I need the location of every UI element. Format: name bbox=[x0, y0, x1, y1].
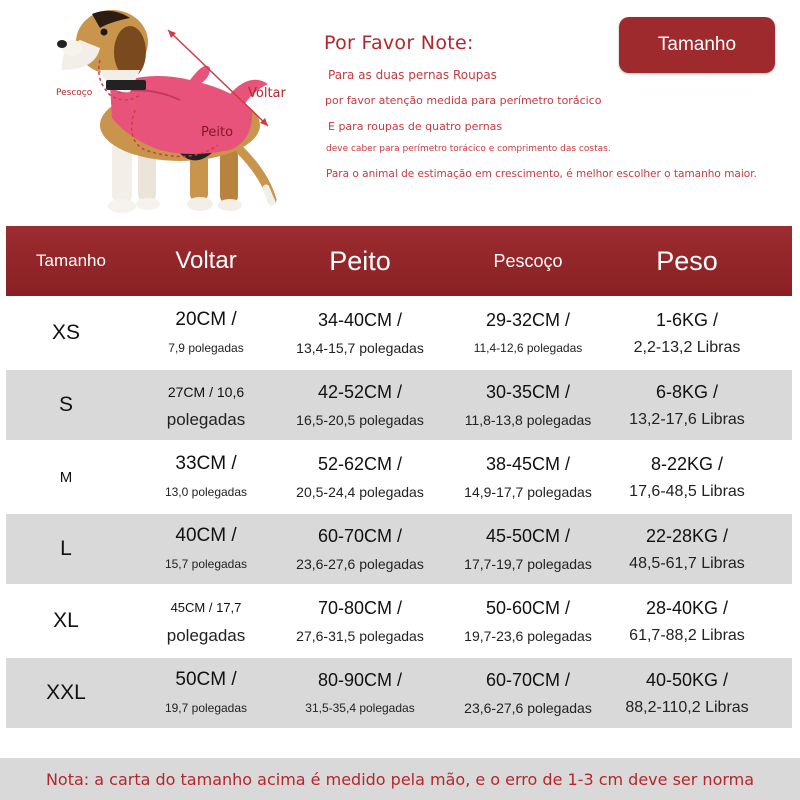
note-line: E para roupas de quatro pernas bbox=[328, 120, 503, 133]
neck-cell bbox=[444, 442, 612, 512]
back-inch: 7,9 polegadas bbox=[168, 341, 244, 355]
header-size: Tamanho bbox=[36, 251, 106, 270]
weight-cell bbox=[612, 442, 762, 512]
header-weight: Peso bbox=[656, 245, 718, 276]
note-line: Para as duas pernas Roupas bbox=[328, 68, 497, 82]
note-line: por favor atenção medida para perímetro torácico bbox=[325, 94, 602, 107]
size-cell: M bbox=[59, 468, 73, 486]
footer-note-bar bbox=[0, 758, 800, 800]
neck-cell bbox=[444, 586, 612, 656]
back-inch: 13,0 polegadas bbox=[164, 485, 248, 499]
neck-cm: 29-32CM / bbox=[485, 310, 571, 330]
weight-kg: 28-40KG / bbox=[645, 598, 729, 618]
back-cell bbox=[136, 514, 276, 584]
chest-inch: 23,6-27,6 polegadas bbox=[296, 556, 424, 572]
neck-inch: 11,8-13,8 polegadas bbox=[464, 412, 592, 428]
table-row bbox=[6, 370, 792, 440]
weight-lb: 88,2-110,2 Libras bbox=[625, 699, 749, 716]
note-line: deve caber para perímetro torácico e comprimento das costas. bbox=[326, 144, 611, 154]
back-cell bbox=[136, 370, 276, 440]
neck-cm: 38-45CM / bbox=[485, 454, 571, 474]
weight-kg: 1-6KG / bbox=[655, 310, 719, 330]
back-cm: 40CM / bbox=[175, 525, 237, 546]
chest-inch: 31,5-35,4 polegadas bbox=[305, 701, 415, 715]
back-cm: 27CM / 10,6 bbox=[167, 384, 245, 400]
chest-inch: 20,5-24,4 polegadas bbox=[296, 484, 424, 500]
weight-cell bbox=[612, 298, 762, 368]
chest-cm: 80-90CM / bbox=[317, 670, 403, 690]
weight-kg: 6-8KG / bbox=[655, 382, 719, 402]
weight-lb: 2,2-13,2 Libras bbox=[633, 339, 741, 356]
back-inch: 19,7 polegadas bbox=[164, 701, 248, 715]
neck-cm: 60-70CM / bbox=[485, 670, 571, 690]
weight-lb: 13,2-17,6 Libras bbox=[629, 411, 745, 428]
header-section bbox=[0, 0, 800, 226]
neck-inch: 23,6-27,6 polegadas bbox=[464, 700, 592, 716]
size-button[interactable]: Tamanho bbox=[619, 17, 775, 73]
back-cm: 45CM / 17,7 bbox=[170, 600, 242, 615]
chest-cell bbox=[276, 514, 444, 584]
back-cell bbox=[136, 298, 276, 368]
chest-cell bbox=[276, 586, 444, 656]
back-cell bbox=[136, 658, 276, 728]
dog-in-life-vest-illustration bbox=[40, 0, 290, 222]
table-row bbox=[6, 298, 792, 368]
weight-lb: 17,6-48,5 Libras bbox=[629, 483, 745, 500]
back-cm: 50CM / bbox=[175, 669, 237, 690]
size-cell: XS bbox=[51, 321, 80, 344]
neck-cm: 30-35CM / bbox=[485, 382, 571, 402]
note-line: Para o animal de estimação em crescimento, é melhor escolher o tamanho maior. bbox=[326, 168, 757, 180]
size-cell: XXL bbox=[46, 681, 86, 704]
chest-inch: 27,6-31,5 polegadas bbox=[296, 628, 424, 644]
chest-cm: 34-40CM / bbox=[317, 310, 403, 330]
neck-label: Pescoço bbox=[56, 88, 93, 98]
chest-cm: 52-62CM / bbox=[317, 454, 403, 474]
neck-cm: 50-60CM / bbox=[485, 598, 571, 618]
table-row bbox=[6, 442, 792, 512]
size-cell: S bbox=[58, 393, 73, 416]
neck-cell bbox=[444, 298, 612, 368]
size-cell: L bbox=[60, 537, 72, 560]
neck-cm: 45-50CM / bbox=[485, 526, 571, 546]
back-inch: 15,7 polegadas bbox=[164, 557, 248, 571]
back-cm: 33CM / bbox=[175, 453, 237, 474]
back-cell bbox=[136, 442, 276, 512]
neck-inch: 14,9-17,7 polegadas bbox=[464, 484, 592, 500]
chest-cm: 42-52CM / bbox=[317, 382, 403, 402]
weight-cell bbox=[612, 514, 762, 584]
chest-inch: 16,5-20,5 polegadas bbox=[296, 412, 424, 428]
neck-inch: 11,4-12,6 polegadas bbox=[473, 341, 583, 355]
chest-cm: 70-80CM / bbox=[317, 598, 403, 618]
weight-cell bbox=[612, 658, 762, 728]
weight-kg: 8-22KG / bbox=[650, 454, 724, 474]
header-neck: Pescoço bbox=[493, 250, 563, 271]
size-cell: XL bbox=[53, 609, 79, 632]
neck-inch: 17,7-19,7 polegadas bbox=[464, 556, 592, 572]
header-back: Voltar bbox=[175, 247, 237, 274]
chest-cell bbox=[276, 442, 444, 512]
table-row bbox=[6, 586, 792, 656]
chest-cm: 60-70CM / bbox=[317, 526, 403, 546]
neck-cell bbox=[444, 514, 612, 584]
chest-inch: 13,4-15,7 polegadas bbox=[296, 340, 424, 356]
chest-label: Peito bbox=[201, 125, 234, 140]
back-cell bbox=[136, 586, 276, 656]
table-row bbox=[6, 514, 792, 584]
neck-inch: 19,7-23,6 polegadas bbox=[464, 628, 592, 644]
weight-kg: 22-28KG / bbox=[645, 526, 729, 546]
size-table-header bbox=[6, 226, 792, 296]
back-inch: polegadas bbox=[166, 626, 246, 645]
chest-cell bbox=[276, 298, 444, 368]
back-inch: polegadas bbox=[166, 410, 246, 429]
weight-kg: 40-50KG / bbox=[645, 670, 729, 690]
footer-note: Nota: a carta do tamanho acima é medido pela mão, e o erro de 1-3 cm deve ser norma bbox=[45, 769, 755, 789]
back-label: Voltar bbox=[248, 86, 286, 101]
weight-cell bbox=[612, 370, 762, 440]
chest-cell bbox=[276, 658, 444, 728]
note-title: Por Favor Note: bbox=[324, 32, 474, 54]
weight-lb: 48,5-61,7 Libras bbox=[629, 555, 745, 572]
table-row bbox=[6, 658, 792, 728]
weight-cell bbox=[612, 586, 762, 656]
neck-cell bbox=[444, 370, 612, 440]
header-chest: Peito bbox=[329, 245, 391, 276]
back-cm: 20CM / bbox=[175, 309, 237, 330]
weight-lb: 61,7-88,2 Libras bbox=[629, 627, 745, 644]
neck-cell bbox=[444, 658, 612, 728]
chest-cell bbox=[276, 370, 444, 440]
